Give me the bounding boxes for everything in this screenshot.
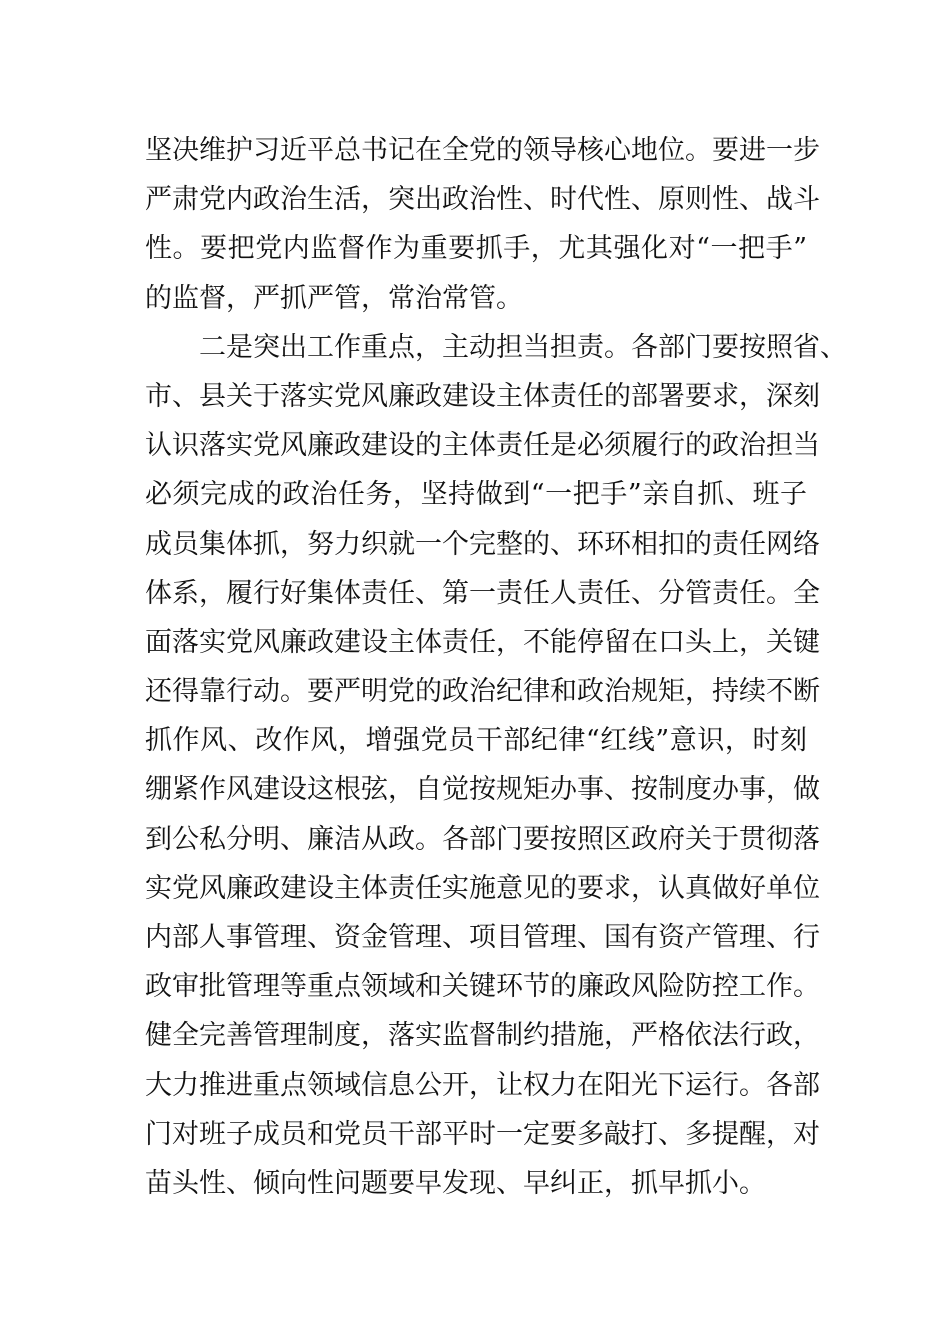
- paragraph-line: 市、县关于落实党风廉政建设主体责任的部署要求，深刻: [145, 380, 820, 412]
- paragraph-line: 苗头性、倾向性问题要早发现、早纠正，抓早抓小。: [145, 1167, 766, 1199]
- paragraph-line: 面落实党风廉政建设主体责任，不能停留在口头上，关键: [145, 626, 820, 658]
- paragraph-line: 门对班子成员和党员干部平时一定要多敲打、多提醒，对: [145, 1118, 820, 1150]
- paragraph-line: 大力推进重点领域信息公开，让权力在阳光下运行。各部: [145, 1069, 820, 1101]
- paragraph-line: 必须完成的政治任务，坚持做到“一把手”亲自抓、班子: [145, 479, 807, 511]
- paragraph-line: 到公私分明、廉洁从政。各部门要按照区政府关于贯彻落: [145, 823, 820, 855]
- paragraph-line: 性。要把党内监督作为重要抓手，尤其强化对“一把手”: [145, 233, 807, 265]
- paragraph-line: 健全完善管理制度，落实监督制约措施，严格依法行政，: [145, 1020, 820, 1052]
- paragraph-line: 政审批管理等重点领域和关键环节的廉政风险防控工作。: [145, 971, 820, 1003]
- paragraph-line: 抓作风、改作风，增强党员干部纪律“红线”意识，时刻: [145, 725, 807, 757]
- paragraph-line: 二是突出工作重点，主动担当担责。各部门要按照省、: [199, 331, 847, 363]
- paragraph-2: [145, 323, 847, 1208]
- paragraph-line: 还得靠行动。要严明党的政治纪律和政治规矩，持续不断: [145, 676, 820, 708]
- paragraph-line: 认识落实党风廉政建设的主体责任是必须履行的政治担当: [145, 430, 820, 462]
- paragraph-line: 实党风廉政建设主体责任实施意见的要求，认真做好单位: [145, 872, 820, 904]
- paragraph-line: 坚决维护习近平总书记在全党的领导核心地位。要进一步: [145, 135, 820, 166]
- paragraph-line: 体系，履行好集体责任、第一责任人责任、分管责任。全: [145, 577, 820, 609]
- paragraph-1: [145, 126, 820, 323]
- paragraph-line: 严肃党内政治生活，突出政治性、时代性、原则性、战斗: [145, 184, 820, 216]
- document-body: [145, 126, 847, 1208]
- paragraph-line: 成员集体抓，努力织就一个完整的、环环相扣的责任网络: [145, 528, 820, 560]
- paragraph-line: 的监督，严抓严管，常治常管。: [145, 282, 523, 314]
- paragraph-line: 绷紧作风建设这根弦，自觉按规矩办事、按制度办事，做: [145, 774, 820, 806]
- paragraph-line: 内部人事管理、资金管理、项目管理、国有资产管理、行: [145, 922, 820, 953]
